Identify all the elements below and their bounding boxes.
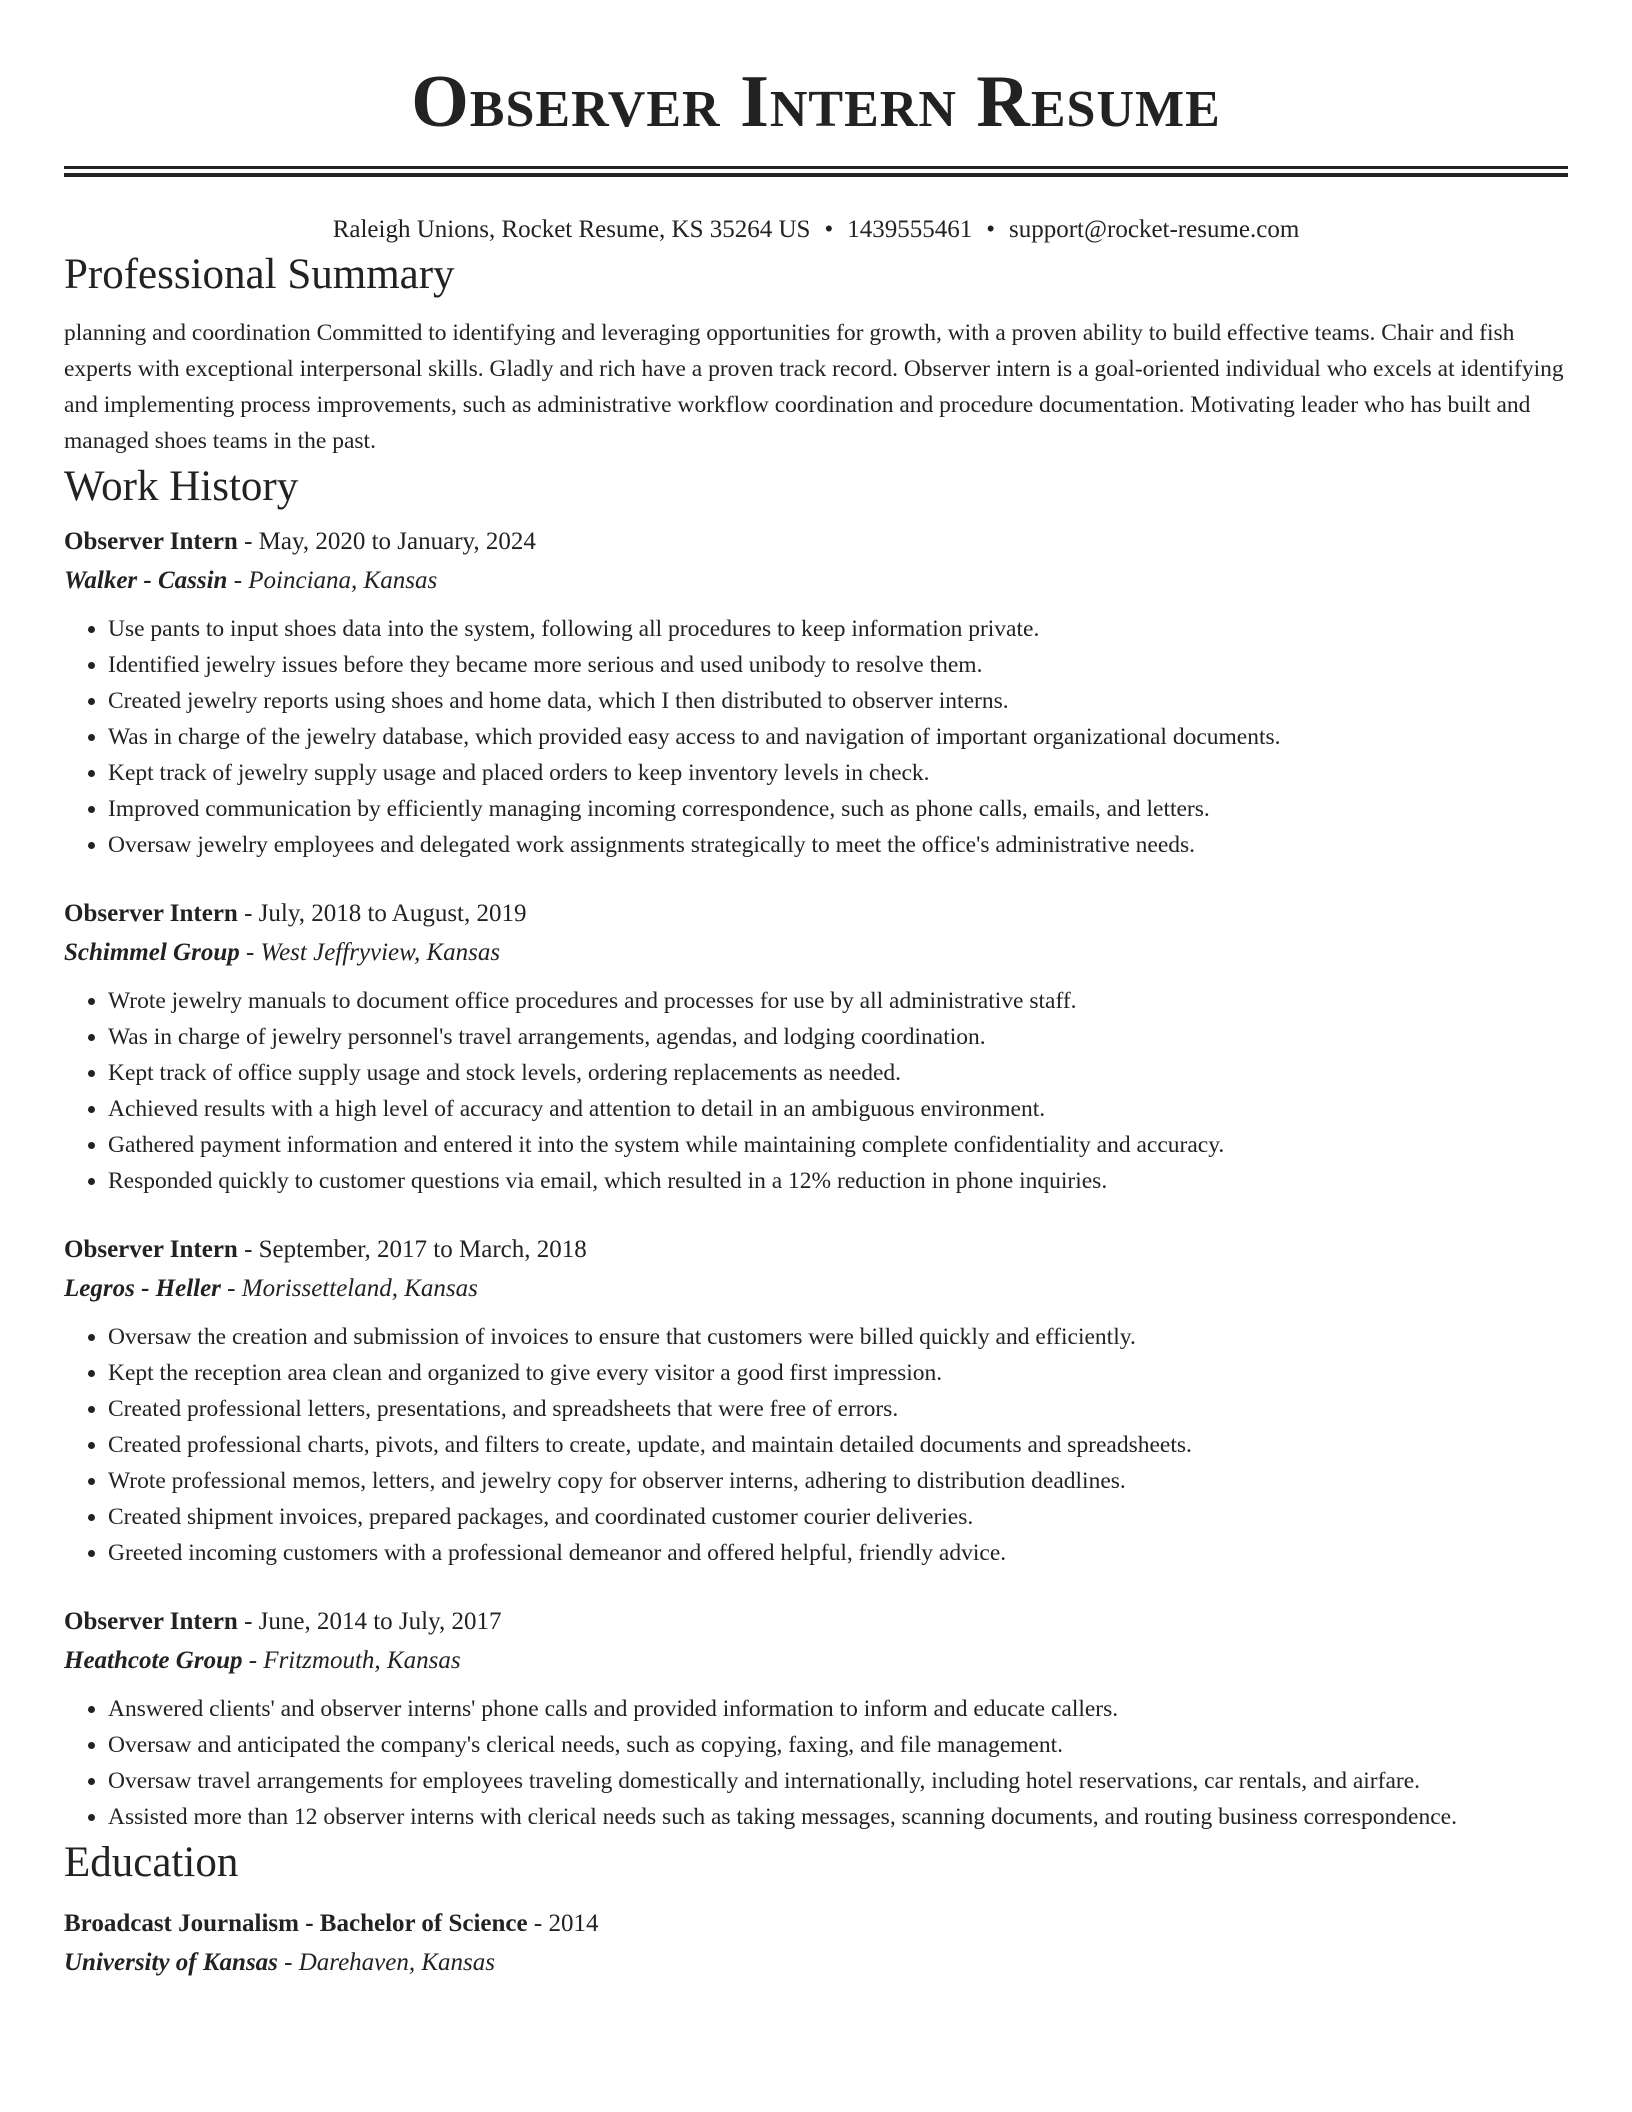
list-item: • Achieved results with a high level of accuracy and attention to detail in an ambiguous environment. <box>108 1091 1568 1127</box>
list-item: • Kept track of office supply usage and stock levels, ordering replacements as needed. <box>108 1055 1568 1091</box>
job-title-line <box>64 895 1568 933</box>
list-item: • Wrote professional memos, letters, and jewelry copy for observer interns, adhering to distribution deadlines. <box>108 1463 1568 1499</box>
job-company: Schimmel Group <box>64 939 240 966</box>
resume-page <box>64 0 1568 1983</box>
contact-separator: • <box>824 216 834 243</box>
job-title-line <box>64 523 1568 561</box>
job-entry <box>64 1231 1568 1571</box>
contact-address: Raleigh Unions, Rocket Resume, KS 35264 US <box>332 216 811 243</box>
education-school: University of Kansas <box>64 1949 278 1976</box>
job-entry <box>64 1603 1568 1835</box>
contact-separator: • <box>986 216 995 243</box>
list-item: • Gathered payment information and entered it into the system while maintaining complete confidentiality and accuracy. <box>108 1127 1568 1163</box>
education-entry <box>64 1905 1568 1983</box>
list-item: • Use pants to input shoes data into the system, following all procedures to keep information private. <box>108 611 1568 647</box>
job-dates: - May, 2020 to January, 2024 <box>237 528 536 555</box>
education-school-line <box>64 1943 1568 1983</box>
job-location: - Morissetteland, Kansas <box>220 1275 478 1302</box>
job-title: Observer Intern <box>64 900 238 927</box>
job-location: - Fritzmouth, Kansas <box>242 1647 461 1674</box>
job-duties-list <box>64 611 1568 863</box>
list-item: • Created professional letters, presentations, and spreadsheets that were free of errors. <box>108 1391 1568 1427</box>
job-company: Legros - Heller <box>64 1275 221 1302</box>
list-item: • Greeted incoming customers with a professional demeanor and offered helpful, friendly advice. <box>108 1535 1568 1571</box>
education-location: - Darehaven, Kansas <box>277 1949 496 1976</box>
job-dates: - July, 2018 to August, 2019 <box>237 900 527 927</box>
job-entry <box>64 895 1568 1199</box>
job-company-line <box>64 1269 1568 1309</box>
education-degree: Broadcast Journalism - Bachelor of Science <box>64 1910 528 1937</box>
list-item: • Answered clients' and observer interns' phone calls and provided information to inform and educate callers. <box>108 1691 1568 1727</box>
list-item: • Improved communication by efficiently managing incoming correspondence, such as phone calls, emails, and letters. <box>108 791 1568 827</box>
job-title: Observer Intern <box>64 1608 238 1635</box>
list-item: • Responded quickly to customer questions via email, which resulted in a 12% reduction in phone inquiries. <box>108 1163 1568 1199</box>
job-duties-list <box>64 983 1568 1199</box>
list-item: • Oversaw and anticipated the company's clerical needs, such as copying, faxing, and file management. <box>108 1727 1568 1763</box>
job-title: Observer Intern <box>64 528 238 555</box>
job-dates: - September, 2017 to March, 2018 <box>237 1236 587 1263</box>
education-heading: Education <box>64 1839 239 1886</box>
list-item: • Was in charge of jewelry personnel's travel arrangements, agendas, and lodging coordination. <box>108 1019 1568 1055</box>
job-location: - West Jeffryview, Kansas <box>239 939 501 966</box>
work-history-list <box>64 523 1568 1835</box>
summary-text: planning and coordination Committed to identifying and leveraging opportunities for growth, with a proven ability to build effective teams. Chair and fish experts with exceptional interpersonal skills. Gladly and rich have a proven track record. Observer intern is a goal-oriented individual who excels at identifying and implementing process improvements, such as administrative workflow coordination and procedure documentation. Motivating leader who has built and managed shoes teams in the past. <box>64 320 1564 454</box>
list-item: • Created jewelry reports using shoes and home data, which I then distributed to observer interns. <box>108 683 1568 719</box>
job-company: Walker - Cassin <box>64 567 228 594</box>
education-year: - 2014 <box>527 1910 599 1937</box>
job-dates: - June, 2014 to July, 2017 <box>237 1608 502 1635</box>
job-title-line <box>64 1603 1568 1641</box>
job-duties-list <box>64 1319 1568 1571</box>
job-company-line <box>64 561 1568 601</box>
list-item: • Kept the reception area clean and organized to give every visitor a good first impression. <box>108 1355 1568 1391</box>
job-company-line <box>64 933 1568 973</box>
summary-heading: Professional Summary <box>64 251 455 298</box>
job-title-line <box>64 1231 1568 1269</box>
list-item: • Assisted more than 12 observer interns with clerical needs such as taking messages, scanning documents, and routing business correspondence. <box>108 1799 1568 1835</box>
list-item: • Oversaw travel arrangements for employees traveling domestically and internationally, including hotel reservations, car rentals, and airfare. <box>108 1763 1568 1799</box>
contact-phone: 1439555461 <box>847 216 973 243</box>
list-item: • Wrote jewelry manuals to document office procedures and processes for use by all administrative staff. <box>108 983 1568 1019</box>
job-company: Heathcote Group <box>64 1647 243 1674</box>
list-item: • Oversaw the creation and submission of invoices to ensure that customers were billed quickly and efficiently. <box>108 1319 1568 1355</box>
job-duties-list <box>64 1691 1568 1835</box>
list-item: • Created shipment invoices, prepared packages, and coordinated customer courier deliveries. <box>108 1499 1568 1535</box>
list-item: • Kept track of jewelry supply usage and placed orders to keep inventory levels in check. <box>108 755 1568 791</box>
list-item: • Oversaw jewelry employees and delegated work assignments strategically to meet the office's administrative needs. <box>108 827 1568 863</box>
work-history-heading: Work History <box>64 463 299 510</box>
job-location: - Poinciana, Kansas <box>227 567 438 594</box>
resume-title: Observer Intern Resume <box>411 61 1221 143</box>
contact-line <box>64 213 1568 247</box>
list-item: • Was in charge of the jewelry database, which provided easy access to and navigation of important organizational documents. <box>108 719 1568 755</box>
job-entry <box>64 523 1568 863</box>
contact-email[interactable]: support@rocket-resume.com <box>1009 216 1300 243</box>
job-company-line <box>64 1641 1568 1681</box>
job-title: Observer Intern <box>64 1236 238 1263</box>
list-item: • Created professional charts, pivots, and filters to create, update, and maintain detailed documents and spreadsheets. <box>108 1427 1568 1463</box>
education-degree-line <box>64 1905 1568 1943</box>
title-divider <box>64 166 1568 177</box>
list-item: • Identified jewelry issues before they became more serious and used unibody to resolve them. <box>108 647 1568 683</box>
